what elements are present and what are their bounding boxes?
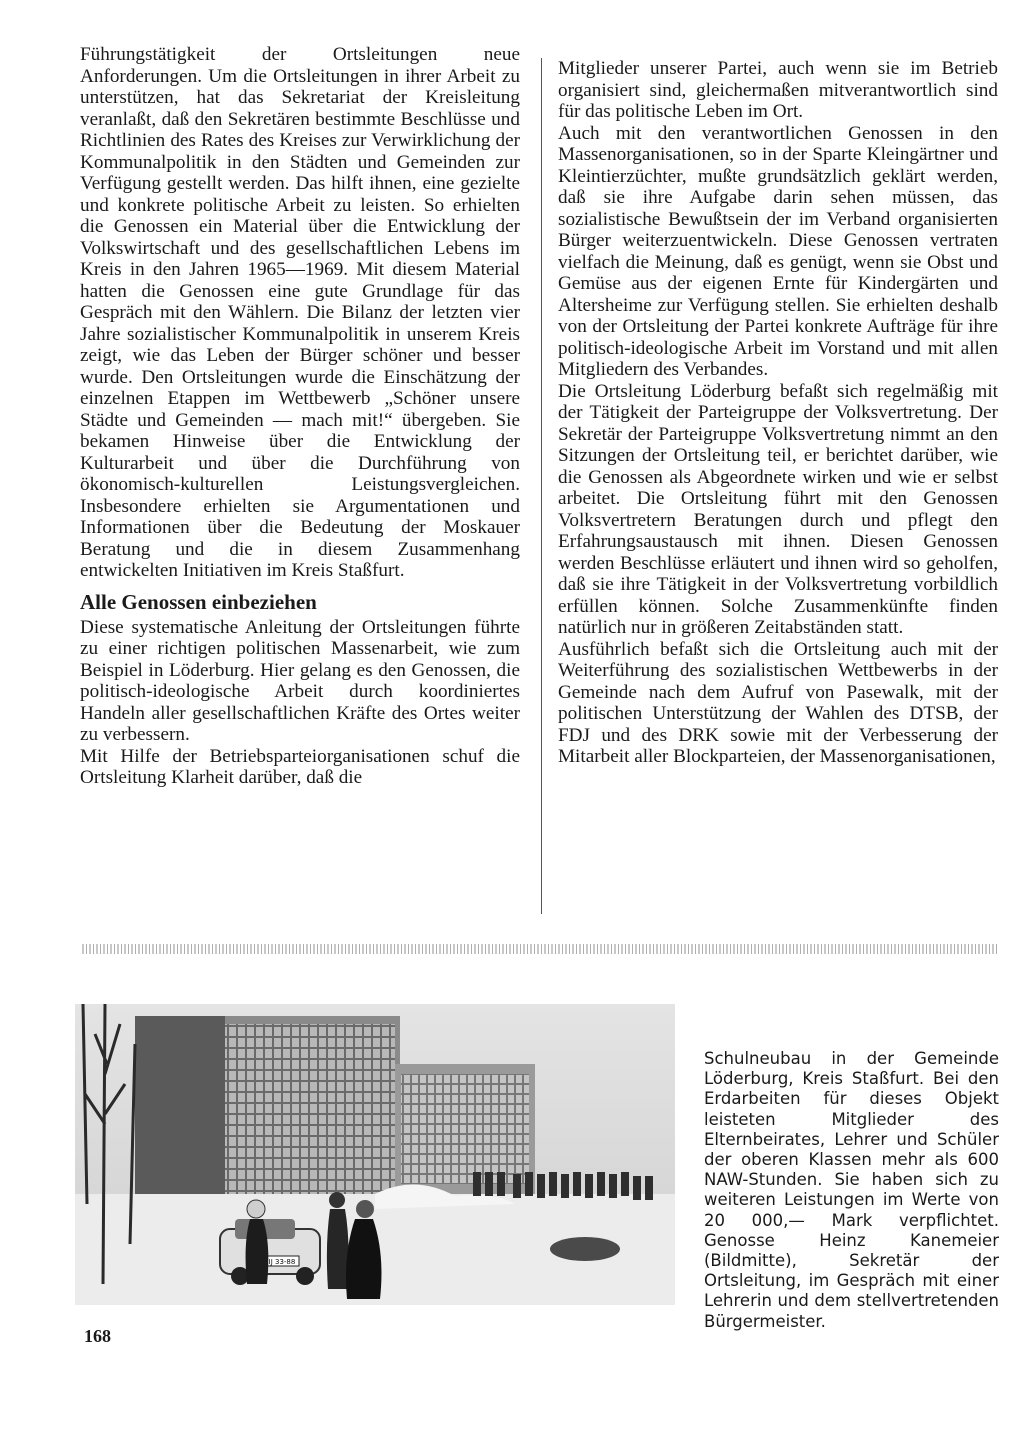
paragraph: Mit Hilfe der Betriebsparteiorganisationen schuf die Ortsleitung Klarheit darüber, daß die [80, 745, 520, 788]
photo-school-side-windows [401, 1074, 529, 1184]
page-number: 168 [84, 1326, 111, 1346]
photo-person-center [327, 1209, 349, 1289]
photo-person-left-head [247, 1200, 265, 1218]
photo-school-facade [135, 1016, 225, 1206]
paragraph: Ausführlich befaßt sich die Ortsleitung auch mit der Weiterführung des sozialistischen Wettbewerbs in der Gemeinde nach dem Aufruf von Pasewalk, mit der politischen Unterstützung der Wahlen des DTSB, der FDJ und des DRK sowie mit der Verbesserung der Mitarbeit aller Blockparteien, der Massenorganisationen, [558, 638, 998, 767]
right-column [558, 58, 998, 768]
photo-school-windows [225, 1024, 395, 1196]
photo-person-center-head [329, 1192, 345, 1208]
paragraph: Auch mit den verantwortlichen Genossen in den Massenorganisationen, so in der Sparte Kleingärtner und Kleintierzüchter, mußte grundsätzlich geklärt werden, daß sie ihre Aufgabe darin sehen müssen, das sozialistische Bewußtsein der im Verband organisierten Bürger weiterzuentwickeln. Diese Genossen vertraten vielfach die Meinung, daß es genügt, wenn sie Obst und Gemüse aus der eigenen Ernte für Kindergärten und Altersheime zur Verfügung stellen. Sie erhielten deshalb von der Ortsleitung der Partei konkrete Aufträge für ihre politisch-ideologische Arbeit im Vorstand und mit allen Mitgliedern des Verbandes. [558, 122, 998, 380]
divider [82, 944, 998, 954]
section-heading: Alle Genossen einbeziehen [80, 589, 317, 614]
column-rule [541, 58, 542, 914]
left-column [80, 44, 520, 789]
photo-scene [75, 1004, 675, 1305]
paragraph: Die Ortsleitung Löderburg befaßt sich regelmäßig mit der Tätigkeit der Parteigruppe der Volksvertretung. Der Sekretär der Parteigruppe Volksvertretung nimmt an den Sitzungen der Ortsleitung teil, er berichtet darüber, wie die Genossen als Abgeordnete wirken und wie er selbst arbeitet. Die Ortsleitung führt mit den Genossen Volksvertretern Beratungen durch und pflegt den Erfahrungsaustausch mit ihnen. Diesen Genossen werden Beschlüsse erläutert und ihnen wird so geholfen, daß sie ihre Tätigkeit in der Volksvertretung vorbildlich erfüllen können. Solche Zusammenkünfte finden natürlich nur in größeren Zeitabständen statt. [558, 380, 998, 638]
photo [75, 1004, 675, 1305]
photo-car-wheel [296, 1267, 314, 1285]
photo-brush-pile [550, 1237, 620, 1261]
photo-group-of-students [473, 1172, 653, 1200]
photo-person-left [246, 1219, 269, 1284]
paragraph: Führungstätigkeit der Ortsleitungen neue Anforderungen. Um die Ortsleitungen in ihrer Arbeit zu unterstützen, hat das Sekretariat der Kreisleitung veranlaßt, daß den Sekretären bestimmte Beschlüsse und Richtlinien des Rates des Kreises zur Verwirklichung der Kommunalpolitik in den Städten und Gemeinden zur Verfügung gestellt werden. Das hilft ihnen, eine gezielte und konkrete politische Arbeit zu leisten. So erhielten die Genossen ein Material über die Entwicklung der Volkswirtschaft und des gesellschaftlichen Lebens im Kreis in den Jahren 1965—1969. Mit diesem Material hatten die Genossen eine gute Grundlage für das Gespräch mit den Wählern. Die Bilanz der letzten vier Jahre sozialistischer Kommunalpolitik in unserem Kreis zeigt, wie das Leben der Bürger schöner und besser wurde. Den Ortsleitungen wurde die Einschätzung der einzelnen Etappen im Wettbewerb „Schöner unsere Städte und Gemeinden — mach mit!“ übergeben. Sie bekamen Hinweise über die Entwicklung der Kulturarbeit und über die Durchführung von ökonomisch-kulturellen Leistungsvergleichen. Insbesondere erhielten sie Argumentationen und Informationen über die Bedeutung der Moskauer Beratung und die in diesem Zusammenhang entwickelten Initiativen im Kreis Staßfurt. [80, 44, 520, 581]
paragraph: Diese systematische Anleitung der Ortsleitungen führte zu einer richtigen politischen Massenarbeit, wie zum Beispiel in Löderburg. Hier gelang es den Genossen, die politisch-ideologische Arbeit durch koordiniertes Handeln aller gesellschaftlichen Kräfte des Ortes weiter zu verbessern. [80, 616, 520, 745]
photo-caption: Schulneubau in der Gemeinde Löderburg, Kreis Staßfurt. Bei den Erdarbeiten für dieses Objekt leisteten Mitglieder des Elternbeirates, Lehrer und Schüler der oberen Klassen mehr als 600 NAW-Stunden. Sie haben sich zu weiteren Leistungen im Werte von 20 000,— Mark verpflichtet. Genosse Heinz Kanemeier (Bildmitte), Sekretär der Ortsleitung, im Gespräch mit einer Lehrerin und dem stellvertretenden Bürgermeister. [704, 1049, 999, 1331]
paragraph: Mitglieder unserer Partei, auch wenn sie im Betrieb organisiert sind, gleichermaßen mitverantwortlich sind für das politische Leben im Ort. [558, 58, 998, 122]
photo-license-plate-text: IJ 33-88 [268, 1258, 296, 1266]
photo-person-right-head [356, 1200, 374, 1218]
